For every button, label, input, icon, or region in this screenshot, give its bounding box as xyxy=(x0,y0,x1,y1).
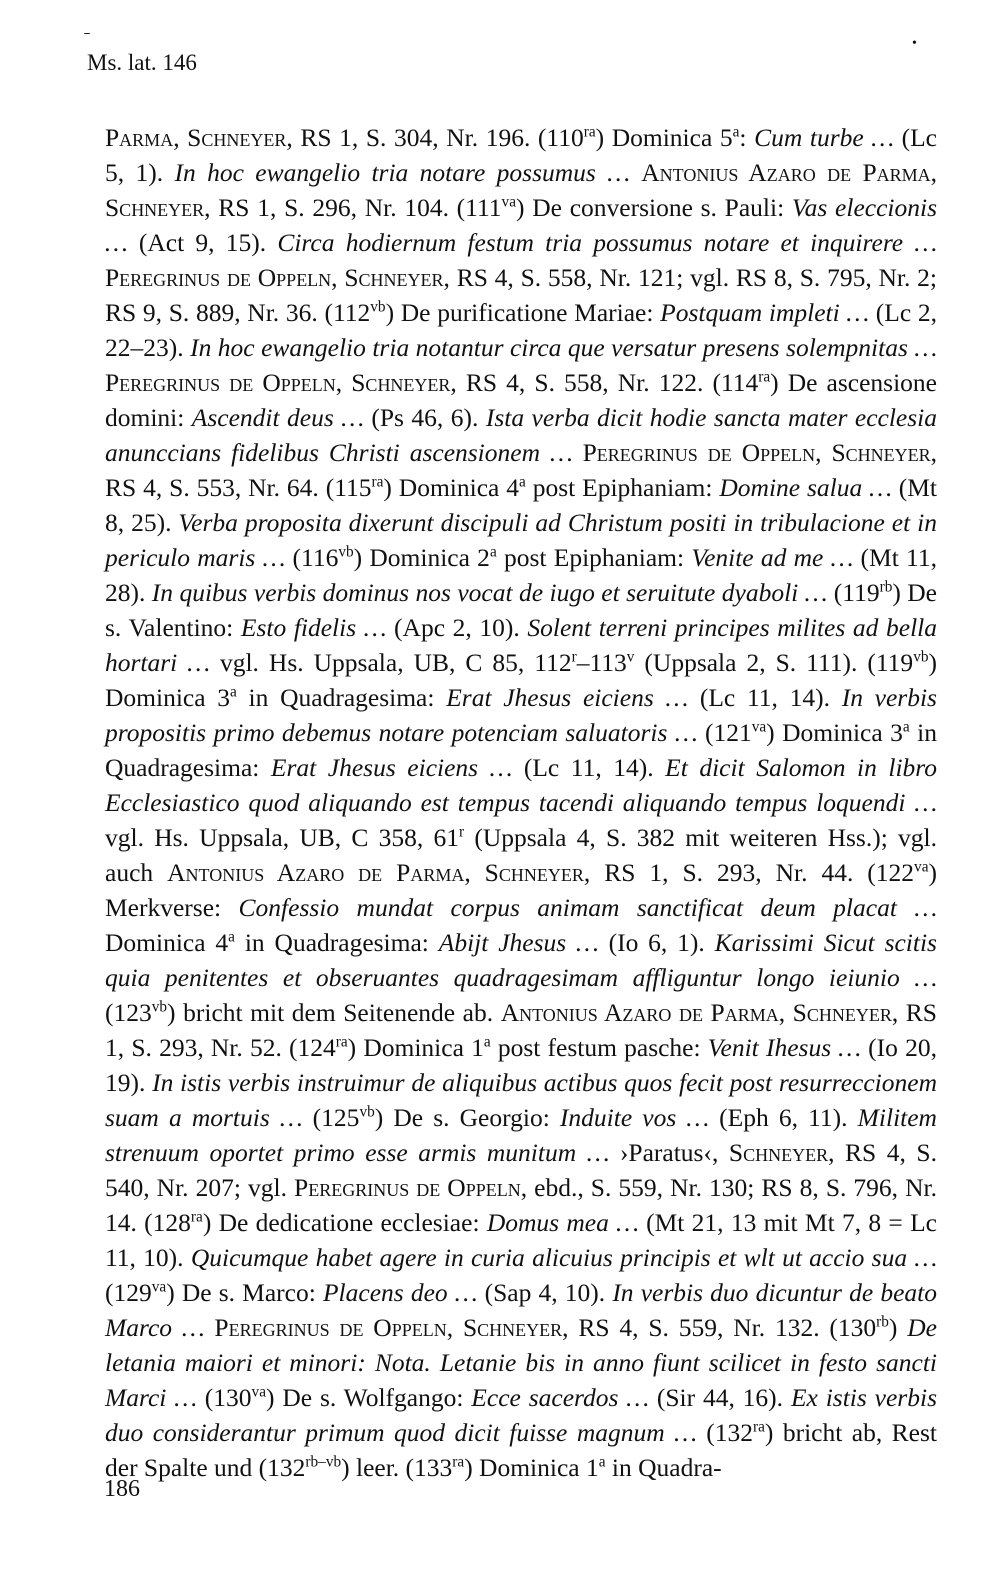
dot-mark: • xyxy=(912,36,917,51)
running-head: Ms. lat. 146 xyxy=(87,50,197,75)
stray-mark: ˉ xyxy=(84,28,90,48)
page-number: 186 xyxy=(104,1476,140,1502)
body-text xyxy=(105,120,937,1485)
paragraph: Parma, Schneyer, RS 1, S. 304, Nr. 196. $(110^{ra})$ Dominica 5$^a$: Cum turbe … (Lc 5, 1). In hoc ewangelio tria notare possumus … Antonius Azaro de Parma, Schneyer, RS 1, S. 296, Nr. 104. $(111^{va})$ De conversione s. Pauli: Vas eleccionis … (Act 9, 15). Circa hodiernum festum tria possumus notare et inquirere … Peregrinus de Oppeln, Schneyer, RS 4, S. 558, Nr. 121; vgl. RS 8, S. 795, Nr. 2; RS 9, S. 889, Nr. 36. $(112^{vb})$ De purificatione Mariae: Postquam impleti … (Lc 2, 22–23). In hoc ewangelio tria notantur circa que versatur presens solempnitas … Peregrinus de Oppeln, Schneyer, RS 4, S. 558, Nr. 122. $(114^{ra})$ De ascensione domini: Ascendit deus … (Ps 46, 6). Ista verba dicit hodie sancta mater ecclesia anunccians fidelibus Christi ascensionem … Peregrinus de Oppeln, Schneyer, RS 4, S. 553, Nr. 64. $(115^{ra})$ Dominica 4$^a$ post Epiphaniam: Domine salua … (Mt 8, 25). Verba proposita dixerunt discipuli ad Christum positi in tribulacione et in periculo maris … $(116^{vb})$ Dominica 2$^a$ post Epiphaniam: Venite ad me … (Mt 11, 28). In quibus verbis dominus nos vocat de iugo et seruitute dyaboli … $(119^{rb})$ De s. Valentino: Esto fidelis … (Apc 2, 10). Solent terreni principes milites ad bella hortari … vgl. Hs. Uppsala, UB, C 85, 112$^r$–113$^v$ (Uppsala 2, S. 111). $(119^{vb})$ Dominica 3$^a$ in Quadragesima: Erat Jhesus eiciens … (Lc 11, 14). In verbis propositis primo debemus notare potenciam saluatoris … $(121^{va})$ Dominica 3$^a$ in Quadragesima: Erat Jhesus eiciens … (Lc 11, 14). Et dicit Salomon in libro Ecclesiastico quod aliquando est tempus tacendi aliquando tempus loquendi … vgl. Hs. Uppsala, UB, C 358, 61$^r$ (Uppsala 4, S. 382 mit weiteren Hss.); vgl. auch Antonius Azaro de Parma, Schneyer, RS 1, S. 293, Nr. 44. $(122^{va})$ Merkverse: Confessio mundat corpus animam sanctificat deum placat … Dominica 4$^a$ in Quadragesima: Abijt Jhesus … (Io 6, 1). Karissimi Sicut scitis quia penitentes et obseruantes quadragesimam affliguntur longo ieiunio … $(123^{vb})$ bricht mit dem Seitenende ab. Antonius Azaro de Parma, Schneyer, RS 1, S. 293, Nr. 52. $(124^{ra})$ Dominica 1$^a$ post festum pasche: Venit Ihesus … (Io 20, 19). In istis verbis instruimur de aliquibus actibus quos fecit post resurreccionem suam a mortuis … $(125^{vb})$ De s. Georgio: Induite vos … (Eph 6, 11). Militem strenuum oportet primo esse armis munitum … ›Paratus‹, Schneyer, RS 4, S. 540, Nr. 207; vgl. Peregrinus de Oppeln, ebd., S. 559, Nr. 130; RS 8, S. 796, Nr. 14. $(128^{ra})$ De dedicatione ecclesiae: Domus mea … (Mt 21, 13 mit Mt 7, 8 = Lc 11, 10). Quicumque habet agere in curia alicuius principis et wlt ut accio sua … $(129^{va})$ De s. Marco: Placens deo … (Sap 4, 10). In verbis duo dicuntur de beato Marco … Peregrinus de Oppeln, Schneyer, RS 4, S. 559, Nr. 132. $(130^{rb})$ De letania maiori et minori: Nota. Letanie bis in anno fiunt scilicet in festo sancti Marci … $(130^{va})$ De s. Wolfgango: Ecce sacerdos … (Sir 44, 16). Ex istis verbis duo considerantur primum quod dicit fuisse magnum … $(132^{ra})$ bricht ab, Rest der Spalte und $(132^{rb-vb})$ leer. $(133^{ra})$ Dominica 1$^a$ in Quadra- xyxy=(105,123,938,1482)
